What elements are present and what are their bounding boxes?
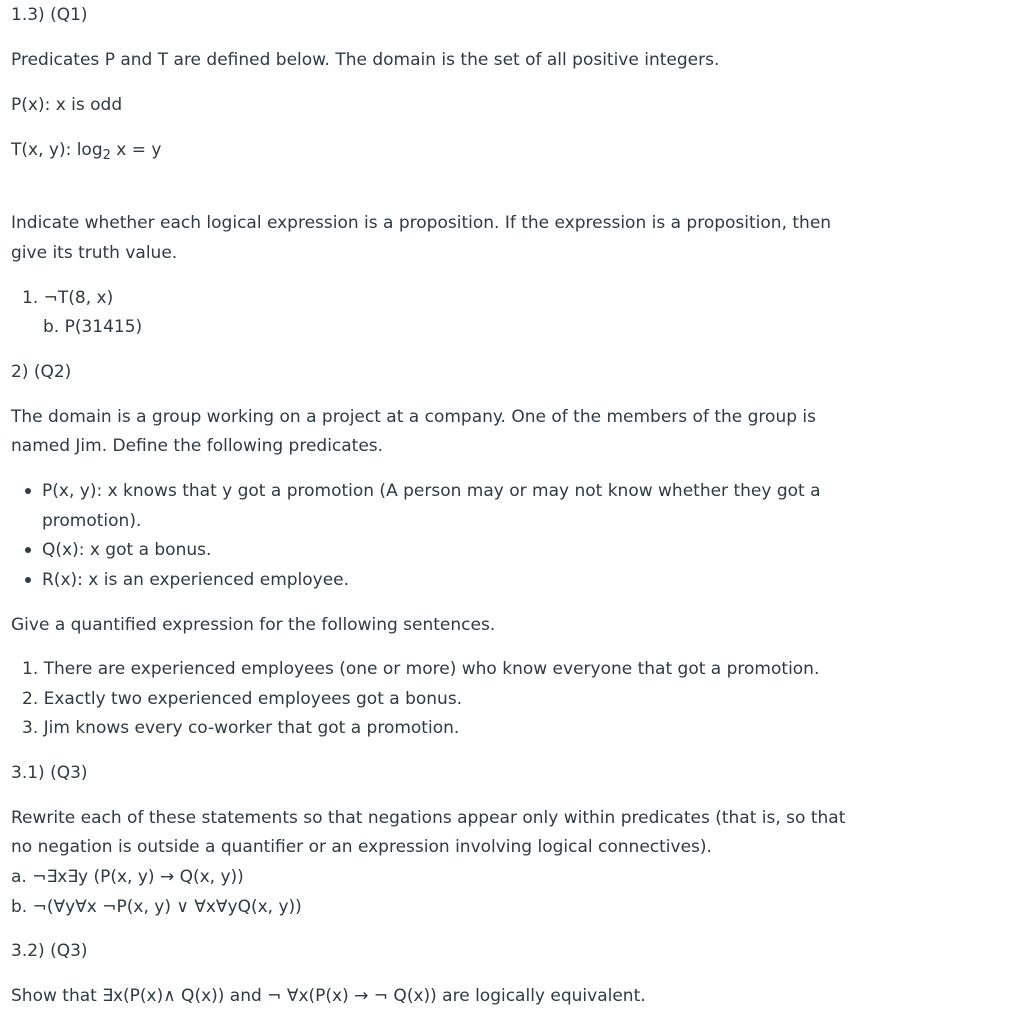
q1-p-definition: P(x): x is odd [11, 95, 123, 115]
q1-instruction-line-1: Indicate whether each logical expression is a proposition. If the expression is a proposition, then [11, 213, 832, 233]
q3-2-statement: Show that ∃x(P(x)∧ Q(x)) and ¬ ∀x(P(x) → ¬ Q(x)) are logically equivalent. [11, 986, 646, 1006]
q2-intro-line-1: The domain is a group working on a project at a company. One of the members of the group is [11, 407, 816, 427]
q2-bullet-q: Q(x): x got a bonus. [42, 540, 212, 560]
q2-heading: 2) (Q2) [11, 362, 72, 382]
q1-t-def-suffix: x = y [110, 140, 162, 160]
q1-t-def-subscript: 2 [102, 148, 111, 163]
q1-t-definition [11, 139, 161, 163]
q3-2-heading: 3.2) (Q3) [11, 941, 88, 961]
q3-1-item-a: a. ¬∃x∃y (P(x, y) → Q(x, y)) [11, 867, 244, 887]
q2-bullet-r: R(x): x is an experienced employee. [42, 570, 350, 590]
q1-t-def-prefix: T(x, y): log [11, 140, 103, 160]
q1-instruction-line-2: give its truth value. [11, 243, 178, 263]
bullet-dot-icon [25, 488, 31, 494]
q1-heading: 1.3) (Q1) [11, 5, 88, 25]
q2-bullet-p-continued: promotion). [42, 511, 142, 531]
q1-item-b: b. P(31415) [43, 317, 143, 337]
q2-instruction: Give a quantified expression for the following sentences. [11, 615, 496, 635]
q2-bullet-p: P(x, y): x knows that y got a promotion (A person may or may not know whether they got a [42, 481, 821, 501]
bullet-dot-icon [25, 577, 31, 583]
q3-1-instruction-line-1: Rewrite each of these statements so that negations appear only within predicates (that is, so that [11, 808, 846, 828]
q1-intro: Predicates P and T are defined below. The domain is the set of all positive integers. [11, 50, 720, 70]
q3-1-heading: 3.1) (Q3) [11, 763, 88, 783]
q3-1-item-b: b. ¬(∀y∀x ¬P(x, y) ∨ ∀x∀yQ(x, y)) [11, 897, 302, 917]
q2-intro-line-2: named Jim. Define the following predicates. [11, 436, 384, 456]
q2-item-3: 3. Jim knows every co-worker that got a promotion. [22, 718, 460, 738]
bullet-dot-icon [25, 547, 31, 553]
q2-item-1: 1. There are experienced employees (one or more) who know everyone that got a promotion. [22, 659, 820, 679]
q2-item-2: 2. Exactly two experienced employees got a bonus. [22, 689, 463, 709]
q1-item-1: 1. ¬T(8, x) [22, 288, 114, 308]
q3-1-instruction-line-2: no negation is outside a quantifier or an expression involving logical connectives). [11, 837, 712, 857]
